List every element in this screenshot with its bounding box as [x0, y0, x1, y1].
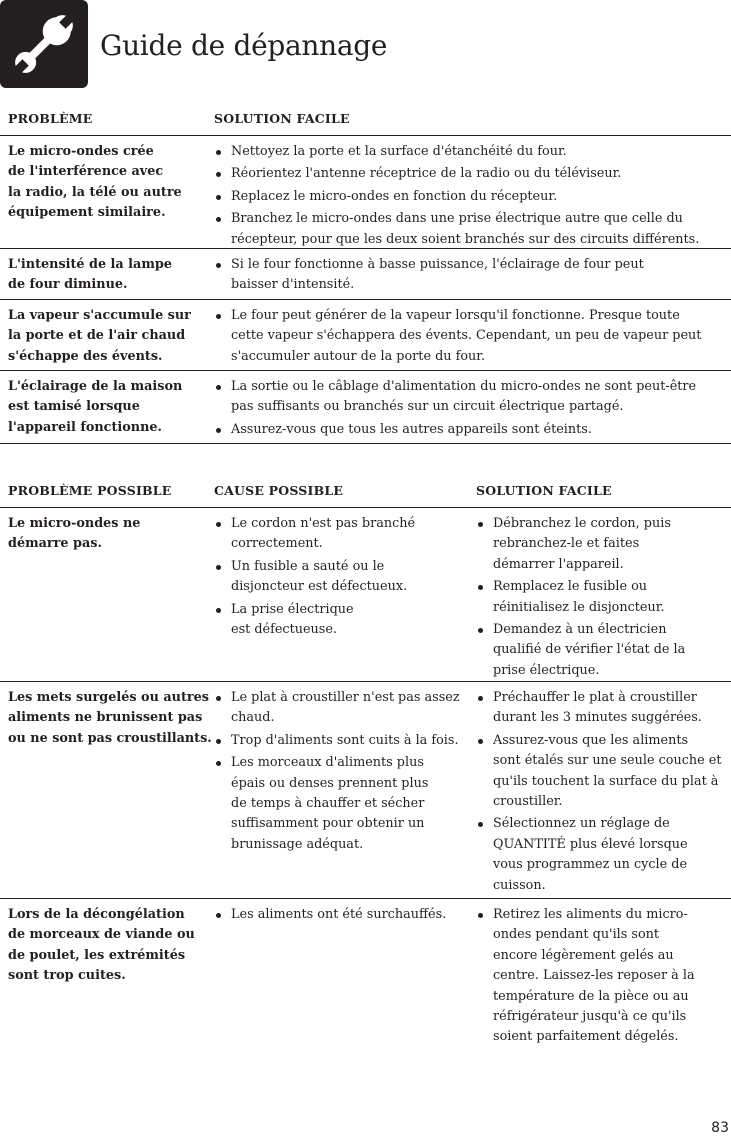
list-item: Branchez le micro-ondes dans une prise électrique autre que celle du récepteur, pour que les deux soient branchés sur des circuits différents. — [214, 209, 724, 250]
list-item: La prise électrique est défectueuse. — [214, 600, 469, 641]
column-header-problem: PROBLÈME POSSIBLE — [8, 483, 172, 498]
column-header-problem: PROBLÈME — [8, 111, 93, 126]
table-row — [0, 135, 731, 248]
troubleshooting-table-2 — [0, 483, 731, 1059]
table-header — [0, 111, 731, 135]
list-item: Un fusible a sauté ou le disjoncteur est défectueux. — [214, 557, 469, 598]
problem-text: Les mets surgelés ou autres aliments ne brunissent pas ou ne sont pas croustillants. — [8, 690, 212, 746]
list-item: Les aliments ont été surchauffés. — [214, 905, 469, 925]
problem-text: L'intensité de la lampe de four diminue. — [8, 257, 172, 293]
list-item: La sortie ou le câblage d'alimentation du micro-ondes ne sont peut-être pas suffisants ou branchés sur un circuit électrique partagé. — [214, 377, 724, 418]
solution-list — [476, 688, 729, 898]
list-item: Les morceaux d'aliments plus épais ou denses prennent plus de temps à chauffer et sécher suffisamment pour obtenir un brunissage adéquat. — [214, 753, 469, 855]
list-item: Replacez le micro-ondes en fonction du récepteur. — [214, 187, 724, 207]
problem-text: Le micro-ondes crée de l'interférence avec la radio, la télé ou autre équipement similaire. — [8, 144, 182, 221]
list-item: Trop d'aliments sont cuits à la fois. — [214, 731, 469, 751]
solution-list — [214, 142, 724, 252]
list-item: Nettoyez la porte et la surface d'étanchéité du four. — [214, 142, 724, 162]
list-item: Le four peut générer de la vapeur lorsqu'il fonctionne. Presque toute cette vapeur s'échappera des évents. Cependant, un peu de vapeur peut s'accumuler autour de la porte du four. — [214, 306, 724, 367]
problem-text: Lors de la décongélation de morceaux de viande ou de poulet, les extrémités sont trop cuites. — [8, 907, 195, 984]
column-header-cause: CAUSE POSSIBLE — [214, 483, 344, 498]
solution-list — [214, 255, 724, 298]
list-item: Débranchez le cordon, puis rebranchez-le et faites démarrer l'appareil. — [476, 514, 729, 575]
page-header — [0, 0, 731, 90]
solution-list — [214, 306, 724, 369]
table-row — [0, 898, 731, 1059]
list-item: Sélectionnez un réglage de QUANTITÉ plus élevé lorsque vous programmez un cycle de cuisson. — [476, 814, 729, 896]
table-row — [0, 507, 731, 681]
list-item: Assurez-vous que tous les autres appareils sont éteints. — [214, 420, 724, 440]
cause-list — [214, 688, 469, 857]
list-item: Le plat à croustiller n'est pas assez chaud. — [214, 688, 469, 729]
problem-text: La vapeur s'accumule sur la porte et de l'air chaud s'échappe des évents. — [8, 308, 191, 364]
wrench-icon — [0, 0, 88, 88]
list-item: Préchauffer le plat à croustiller durant les 3 minutes suggérées. — [476, 688, 729, 729]
problem-text: L'éclairage de la maison est tamisé lorsque l'appareil fonctionne. — [8, 379, 183, 435]
table-row — [0, 370, 731, 444]
list-item: Réorientez l'antenne réceptrice de la radio ou du téléviseur. — [214, 164, 724, 184]
table-row — [0, 299, 731, 370]
list-item: Assurez-vous que les aliments sont étalés sur une seule couche et qu'ils touchent la surface du plat à croustiller. — [476, 731, 729, 813]
problem-text: Le micro-ondes ne démarre pas. — [8, 516, 141, 552]
list-item: Le cordon n'est pas branché correctement. — [214, 514, 469, 555]
table-header — [0, 483, 731, 507]
list-item: Remplacez le fusible ou réinitialisez le disjoncteur. — [476, 577, 729, 618]
column-header-solution: SOLUTION FACILE — [476, 483, 612, 498]
table-row — [0, 681, 731, 898]
page-title: Guide de dépannage — [100, 29, 388, 62]
list-item: Si le four fonctionne à basse puissance, l'éclairage de four peut baisser d'intensité. — [214, 255, 724, 296]
cause-list — [214, 905, 469, 927]
table-row — [0, 248, 731, 299]
solution-list — [476, 514, 729, 683]
column-header-solution: SOLUTION FACILE — [214, 111, 350, 126]
cause-list — [214, 514, 469, 642]
list-item: Demandez à un électricien qualifié de vérifier l'état de la prise électrique. — [476, 620, 729, 681]
solution-list — [476, 905, 729, 1050]
solution-list — [214, 377, 724, 442]
troubleshooting-table-1 — [0, 111, 731, 444]
page-number: 83 — [711, 1120, 729, 1136]
list-item: Retirez les aliments du micro- ondes pendant qu'ils sont encore légèrement gelés au centre. Laissez-les reposer à la température de la pièce ou au réfrigérateur jusqu'à ce qu'ils soient parfaitement dégelés. — [476, 905, 729, 1048]
